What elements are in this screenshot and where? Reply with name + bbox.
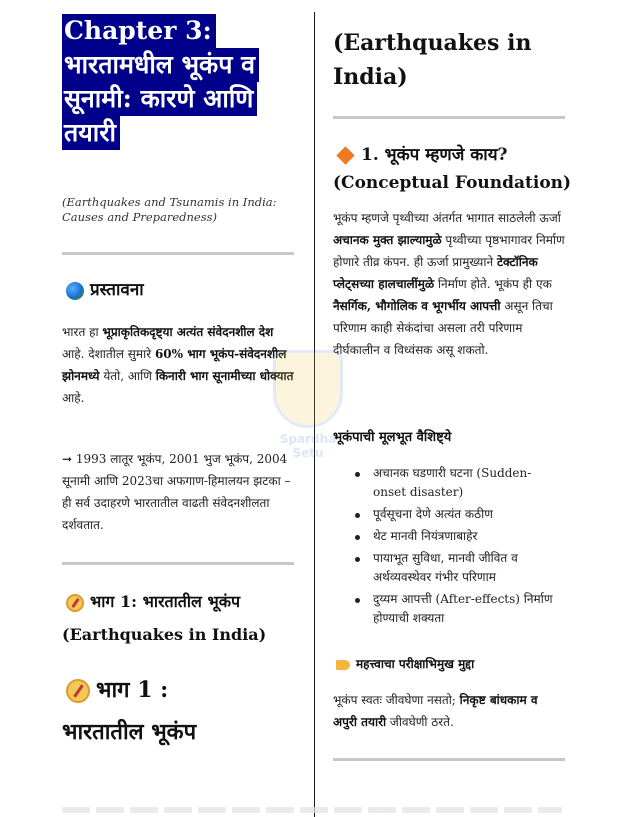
list-item: दुय्यम आपत्ती (After-effects) निर्माण होण्याची शक्यता	[348, 590, 563, 628]
section-rule	[333, 758, 565, 761]
list-item: अचानक घडणारी घटना (Sudden-onset disaster)	[348, 464, 563, 502]
section-rule	[62, 562, 294, 565]
features-list	[348, 464, 563, 631]
section-heading-text: 1. भूकंप म्हणजे काय?	[361, 145, 508, 165]
right-column-heading: (Earthquakes in India)	[333, 30, 532, 90]
footer-faint-text	[62, 807, 562, 813]
text: भारत हा	[62, 325, 103, 339]
watermark-text: Spardha Setu	[279, 432, 337, 460]
text: आहे.	[62, 391, 85, 405]
exam-point-heading-text: महत्त्वाचा परीक्षाभिमुख मुद्दा	[356, 657, 475, 671]
text: असून तिचा परिणाम काही सेकंदांचा असला तरी परिणाम दीर्घकालीन व विध्वंसक असू शकतो.	[333, 299, 553, 357]
chapter-title-line-1: Chapter 3:	[62, 14, 216, 48]
examples-paragraph: ➞ 1993 लातूर भूकंप, 2001 भुज भूकंप, 2004 सूनामी आणि 2023चा अफगाण-हिमालयन झटका – ही सर्व उदाहरणे भारतातील वाढती संवेदनशीलता दर्शवतात.	[62, 452, 291, 532]
pointing-hand-icon	[336, 660, 350, 670]
big-part-heading-line-2: भारतातील भूकंप	[62, 719, 197, 745]
text: पृथ्वीच्या पृष्ठभागावर निर्माण होणारे तीव्र कंपन. ही ऊर्जा प्रामुख्याने	[333, 233, 565, 269]
section-heading	[336, 143, 508, 167]
chapter-title-line-4: तयारी	[62, 116, 120, 150]
section-rule	[333, 116, 565, 119]
big-part-heading	[66, 674, 168, 706]
list-item: पायाभूत सुविधा, मानवी जीवित व अर्थव्यवस्थेवर गंभीर परिणाम	[348, 549, 563, 587]
text: येतो, आणि	[99, 369, 156, 383]
watermark-logo	[268, 350, 348, 460]
text: भूकंप म्हणजे पृथ्वीच्या अंतर्गत भागात साठलेली ऊर्जा	[333, 211, 561, 225]
compass-icon	[66, 594, 84, 612]
text: जीवघेणी ठरते.	[386, 715, 454, 729]
bold-text: 60% भाग भूकंप-संवेदनशील झोनमध्ये	[62, 347, 287, 383]
bold-text: भूप्राकृतिकदृष्ट्या अत्यंत संवेदनशील देश	[102, 325, 274, 339]
big-part-heading-line-1: भाग 1 :	[96, 677, 169, 703]
text: भूकंप स्वतः जीवघेणा नसतो;	[333, 693, 460, 707]
chapter-title	[62, 14, 259, 150]
exam-point-paragraph	[333, 689, 565, 733]
exam-point-heading	[336, 654, 474, 674]
part-heading-text: भाग 1: भारतातील भूकंप	[90, 592, 241, 611]
chapter-title-line-2: भारतामधील भूकंप व	[62, 48, 259, 82]
list-item: थेट मानवी नियंत्रणाबाहेर	[348, 527, 563, 546]
shield-icon	[273, 350, 343, 428]
intro-heading-text: प्रस्तावना	[90, 280, 144, 300]
bold-text: अचानक मुक्त झाल्यामुळे	[333, 233, 442, 247]
section-rule	[62, 252, 294, 255]
list-item: पूर्वसूचना देणे अत्यंत कठीण	[348, 505, 563, 524]
text: आहे. देशातील सुमारे	[62, 347, 155, 361]
definition-paragraph	[333, 207, 565, 361]
intro-heading	[66, 278, 144, 302]
text: निर्माण होते. भूकंप ही एक	[434, 277, 552, 291]
intro-paragraph	[62, 321, 294, 409]
bold-text: किनारी भाग सूनामीच्या धोक्यात	[155, 369, 294, 383]
compass-icon	[66, 679, 90, 703]
bold-text: टेक्टॉनिक प्लेट्सच्या हालचालींमुळे	[333, 255, 538, 291]
part-heading	[66, 590, 240, 614]
section-heading-english: (Conceptual Foundation)	[333, 173, 572, 193]
bold-text: निकृष्ट बांधकाम व अपुरी तयारी	[333, 693, 538, 729]
chapter-subtitle: (Earthquakes and Tsunamis in India: Causes and Preparedness)	[62, 195, 277, 224]
diamond-icon	[336, 146, 354, 164]
globe-icon	[66, 282, 84, 300]
part-heading-english: (Earthquakes in India)	[62, 625, 267, 644]
chapter-title-line-3: सूनामी: कारणे आणि	[62, 82, 257, 116]
bold-text: नैसर्गिक, भौगोलिक व भूगर्भीय आपत्ती	[333, 299, 501, 313]
features-heading: भूकंपाची मूलभूत वैशिष्ट्ये	[333, 430, 452, 445]
